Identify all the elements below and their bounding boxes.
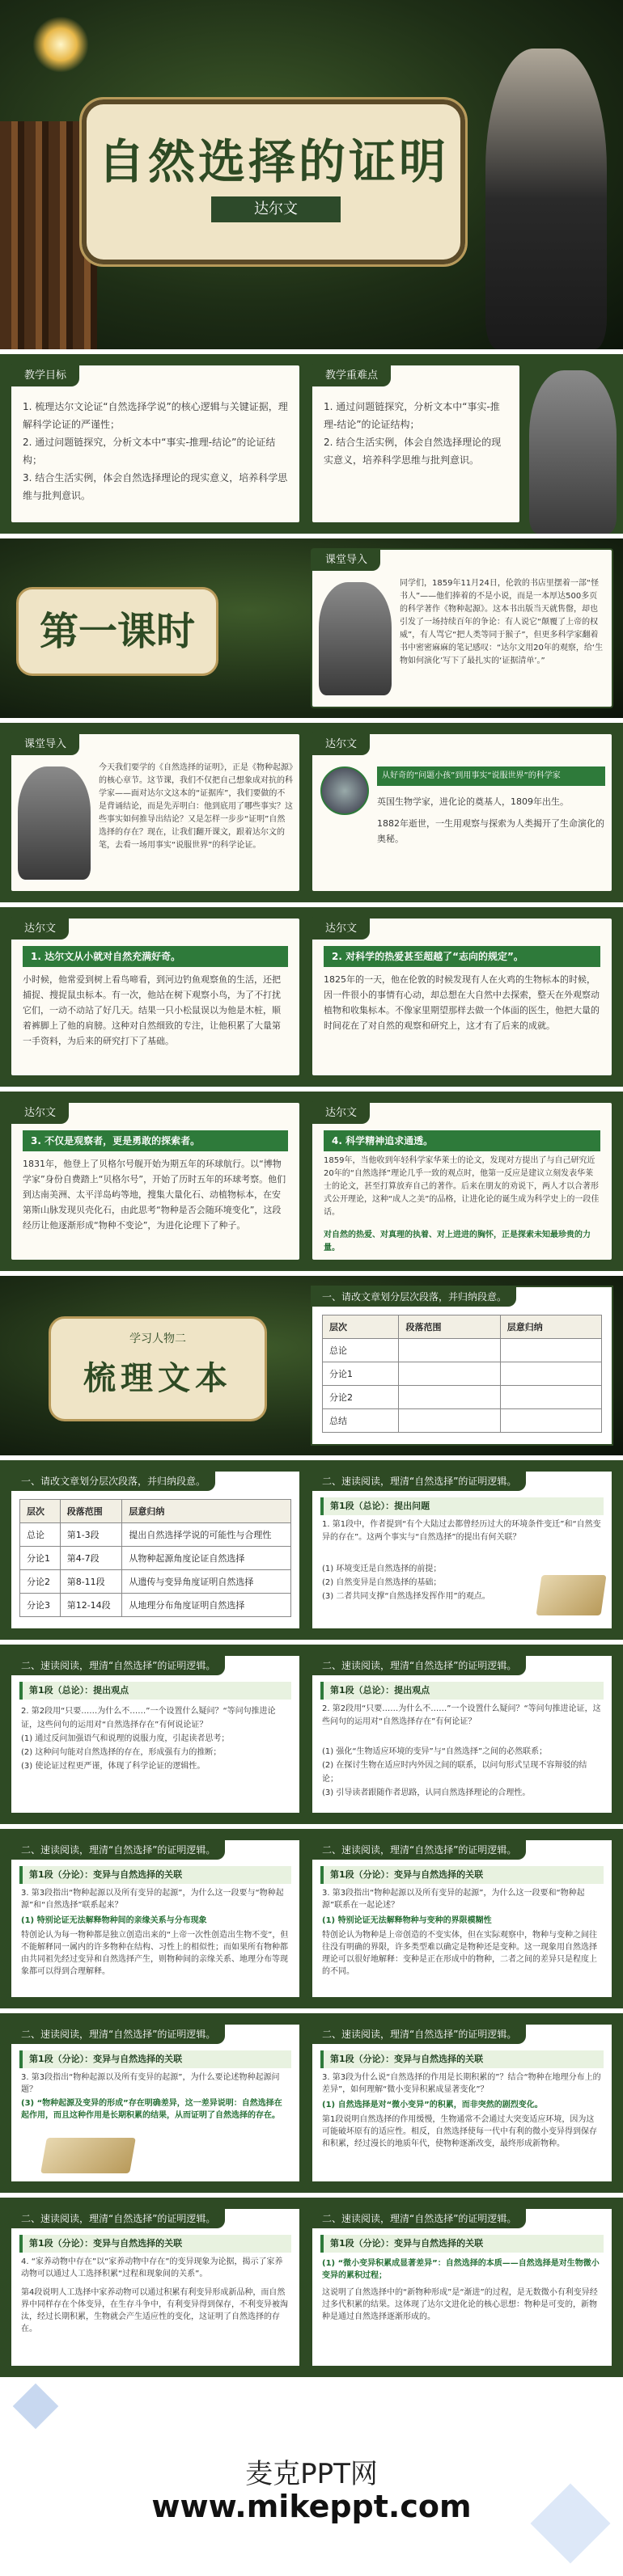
logic2-text: (2) 这种问句能对自然选择的存在，形成强有力的推断； xyxy=(21,1748,222,1757)
lesson-title: 第一课时 xyxy=(39,609,195,654)
story2-card xyxy=(311,917,613,1077)
darwin-story-slide-1 xyxy=(0,907,623,1087)
bio-heading: 达尔文 xyxy=(312,734,370,755)
story3-banner: 3. 不仅是观察者，更是勇敢的探索者。 xyxy=(23,1130,288,1151)
cover-subtitle: 达尔文 xyxy=(211,196,341,222)
logic-heading: 二、速读阅读，理清“自然选择”的证明逻辑。 xyxy=(312,1472,526,1491)
darwin-portrait xyxy=(485,49,607,349)
logic3-panel xyxy=(311,1654,613,1814)
logic-slide-5 xyxy=(0,2198,623,2377)
story1-card xyxy=(10,917,301,1077)
lesson-two-slide xyxy=(0,1276,623,1455)
book-icon xyxy=(40,2138,136,2173)
story4-banner: 4. 科学精神追求通透。 xyxy=(324,1130,600,1151)
logic4-question: 3. 第3段指出“物种起源以及所有变异的起源”，为什么这一段要与“物种起源”和“自然选择”联系起来？ xyxy=(21,1889,284,1910)
outline-table: 层次 段落范围 层意归纳 总论 第1-3段 提出自然选择学说的可能性与合理性 分论1 第4-7段 从物种起源角度论证自然选择 分论2 第8-11段 从遗传与变异角度证明自然选择 分论3 第12-14段 从地理分布角度证明自然选择 xyxy=(19,1499,291,1617)
cover-title: 自然选择的证明 xyxy=(97,134,449,189)
logic-answer: (1) 环境变迁是自然选择的前提； xyxy=(322,1565,442,1573)
keys-heading: 教学重难点 xyxy=(312,365,391,386)
logic-panel xyxy=(311,1470,613,1630)
logic-question-bar: 第1段（总论）：提出问题 xyxy=(320,1497,604,1515)
darwin-portrait xyxy=(529,370,617,534)
story2-banner: 2. 对科学的热爱甚至超越了“志向的规定”。 xyxy=(324,946,600,967)
story1-heading: 达尔文 xyxy=(11,918,69,940)
logic5-bold: (1) 特别论证无法解释物种与变种的界限模糊性 xyxy=(322,1916,492,1925)
logic4-question-bar: 第1段（分论）：变异与自然选择的关联 xyxy=(19,1866,291,1884)
logic9-answer: 这说明了自然选择中的“新物种形成”是“渐进”的过程，是无数微小有利变异经过多代积累的结果。这体现了达尔文进化论的核心思想：物种是可变的，新物种是通过自然选择逐渐形成的。 xyxy=(322,2288,598,2321)
logic7-answer: 第1段说明自然选择的作用缓慢，生物通常不会通过大突变适应环境，因为这可能破坏原有的适应性。相反，自然选择使每一代中有利的微小变异得到保存和积累，经过漫长的地质年代，使物种逐渐改变，最终形成新物种。 xyxy=(322,2115,597,2148)
outline-table-empty: 层次 段落范围 层意归纳 总论 分论1 分论2 总结 xyxy=(322,1315,602,1433)
intro-bio-slide xyxy=(0,723,623,902)
logic9-bold: (1) “微小变异积累成显著差异”：自然选择的本质——自然选择是对生物微小变异的累积过程； xyxy=(322,2259,600,2280)
logic3-heading: 二、速读阅读，理清“自然选择”的证明逻辑。 xyxy=(312,1656,526,1675)
intro-heading: 课堂导入 xyxy=(312,550,380,571)
story4-heading: 达尔文 xyxy=(312,1103,370,1124)
footer-url[interactable]: www.mikeppt.com xyxy=(151,2489,472,2524)
cover-slide xyxy=(0,0,623,349)
lesson-plaque xyxy=(49,1316,267,1421)
story1-banner: 1. 达尔文从小就对自然充满好奇。 xyxy=(23,946,288,967)
logic3-answer: (1) 强化“生物适应环境的变异”与“自然选择”之间的必然联系； xyxy=(322,1747,548,1756)
logic2-text: (3) 使论证过程更严谨，体现了科学论证的逻辑性。 xyxy=(21,1762,206,1771)
logic5-question: 3. 第3段指出“物种起源以及所有变异的起源”，为什么这一段要和“物种起源”联系在一起论述？ xyxy=(322,1889,585,1910)
lesson-title: 梳理文本 xyxy=(83,1359,232,1397)
lesson-plaque xyxy=(16,587,218,676)
story4-card xyxy=(311,1101,613,1261)
logic9-panel xyxy=(311,2207,613,2367)
decor-shape xyxy=(13,2384,59,2430)
table-row: 总结 xyxy=(323,1409,602,1433)
table-row: 总论 xyxy=(323,1339,602,1362)
intro2-heading: 课堂导入 xyxy=(11,734,79,755)
logic8-question-bar: 第1段（分论）：变异与自然选择的关联 xyxy=(19,2235,291,2253)
logic2-panel xyxy=(10,1654,301,1814)
logic9-question-bar: 第1段（分论）：变异与自然选择的关联 xyxy=(320,2235,604,2253)
logic9-heading: 二、速读阅读，理清“自然选择”的证明逻辑。 xyxy=(312,2209,526,2228)
key-item: 2. 结合生活实例，体会自然选择理论的现实意义，培养科学思维与批判意识。 xyxy=(324,437,502,466)
intro2-card xyxy=(10,733,301,893)
story3-text: 1831年，他登上了贝格尔号舰开始为期五年的环球航行。以“博物学家”身份自费踏上“贝格尔号”，开始了历时五年的环球考察。他们到达南美洲、太平洋岛屿等地，搜集大量化石、动植物标本，在安第斯山脉发现贝壳化石，由此思考“物种是否会随环境变化”，这段经历让他逐渐形成“物种不变论”，为进化论理下了种子。 xyxy=(23,1159,286,1231)
logic7-panel xyxy=(311,2023,613,2183)
story4-text: 1859年，当他收到年轻科学家华莱士的论文，发现对方提出了与自己研究近20年的“自然选择”理论几乎一致的观点时，他第一反应是建议立刻发表华莱士的论文，甚至打算放弃自己的著作。后来在朋友的劝说下，两人才以合著形式公开理论，这种“成人之美”的品格，让进化论的诞生成为科学史上的一段佳话。 xyxy=(324,1156,600,1217)
story3-heading: 达尔文 xyxy=(11,1103,69,1124)
logic7-bold: (1) 自然选择是对“微小变异”的积累，而非突然的剧烈变化。 xyxy=(322,2101,543,2109)
table-row: 分论1 第4-7段 从物种起源角度论证自然选择 xyxy=(20,1547,291,1570)
logic6-heading: 二、速读阅读，理清“自然选择”的证明逻辑。 xyxy=(11,2025,225,2044)
logic2-heading: 二、速读阅读，理清“自然选择”的证明逻辑。 xyxy=(11,1656,225,1675)
logic5-heading: 二、速读阅读，理清“自然选择”的证明逻辑。 xyxy=(312,1840,526,1860)
logic-answer: (2) 自然变异是自然选择的基础； xyxy=(322,1578,442,1587)
story3-card xyxy=(10,1101,301,1261)
keys-card xyxy=(311,364,521,524)
outline-answer-heading: 一、请改文章划分层次段落，并归纳段意。 xyxy=(11,1472,215,1491)
book-icon xyxy=(536,1575,606,1615)
logic-slide-3 xyxy=(0,1829,623,2008)
logic-question: 1. 第1段中，作者提到“有个大陆过去都曾经历过大的环境条件变迁”和“自然变异的存在”。这两个事实与“自然选择”的提出有何关联？ xyxy=(322,1520,601,1542)
darwin-portrait xyxy=(18,766,91,880)
darwin-avatar xyxy=(320,766,369,815)
intro2-text: 今天我们要学的《自然选择的证明》，正是《物种起源》的核心章节。这节课，我们不仅把自己想象成对抗的科学家——面对达尔文这本的“证据库”，我们要做的不是背诵结论，而是先弄明白：他到底用了哪些事实？这些事实如何推导出结论？又是怎样一步步“证明”自然选择的存在？现在，让我们翻开课文，跟着达尔文的笔，去看一场用事实“说服世界”的科学论证。 xyxy=(99,763,293,850)
logic6-question-bar: 第1段（分论）：变异与自然选择的关联 xyxy=(19,2050,291,2068)
lesson-label: 学习人物二 xyxy=(129,1332,186,1345)
story1-text: 小时候，他常爱到树上看鸟啼看，到河边钓鱼观察鱼的生活，还把捕捉、搜捉鼠虫标本。有一次，他站在树下观察小鸟，为了不打扰它们，一动不动站了好几天。结果一只小松鼠误以为他是木桩，顺着裤脚上了他的肩膀。这种对自然细致的专注，让他积累了大量第一手资料，为后来的研究打下了基础。 xyxy=(23,974,281,1046)
logic-answer: (3) 二者共同支撑“自然选择发挥作用”的观点。 xyxy=(322,1592,490,1601)
logic4-panel xyxy=(10,1839,301,1999)
outline-answer-panel xyxy=(10,1470,301,1630)
logic4-heading: 二、速读阅读，理清“自然选择”的证明逻辑。 xyxy=(11,1840,225,1860)
outline-answer-slide xyxy=(0,1460,623,1640)
logic2-text: 2. 第2段用“只要……为什么不……”一个设置什么疑问？“等问句推进论证，这些问句的运用对“自然选择存在”有何说论证？ xyxy=(21,1707,276,1729)
table-row: 分论3 第12-14段 从地理分布角度证明自然选择 xyxy=(20,1594,291,1617)
logic8-panel xyxy=(10,2207,301,2367)
footer xyxy=(0,2382,623,2576)
lamp-glow xyxy=(32,16,89,73)
logic5-question-bar: 第1段（分论）：变异与自然选择的关联 xyxy=(320,1866,604,1884)
darwin-portrait xyxy=(319,582,392,695)
bio-line: 英国生物学家，进化论的奠基人，1809年出生。 xyxy=(377,796,569,807)
logic7-question-bar: 第1段（分论）：变异与自然选择的关联 xyxy=(320,2050,604,2068)
logic5-panel xyxy=(311,1839,613,1999)
logic3-answer: (3) 引导读者跟随作者思路，认同自然选择理论的合理性。 xyxy=(322,1788,531,1797)
logic3-answer: (2) 在探讨生物在适应时内外因之间的联系，以问句形式呈现不容辩驳的结论； xyxy=(322,1761,587,1784)
logic-slide-2 xyxy=(0,1645,623,1824)
goals-heading: 教学目标 xyxy=(11,365,79,386)
table-row: 分论1 xyxy=(323,1362,602,1386)
bio-line: 1882年逝世，一生用观察与探索为人类揭开了生命演化的奥秘。 xyxy=(377,818,604,844)
key-item: 1. 通过问题链探究，分析文本中“事实-推理-结论”的论证结构； xyxy=(324,401,500,430)
table-row: 分论2 xyxy=(323,1386,602,1409)
objectives-slide xyxy=(0,354,623,534)
title-plaque xyxy=(79,97,468,267)
story2-text: 1825年的一天，他在伦敦的时候发现有人在火鸡的生物标本的时候，因一件很小的事情有心动，却总想在大自然中去探索，整天在外观察动植物和收集标本。不像家里期望那样去做一个体面的医生，他把大量的时间花在了对自然的观察和研究上，这才有了后来的成就。 xyxy=(324,974,600,1031)
logic7-question: 3. 第3段为什么说“自然选择的作用是长期积累的”？结合“物种在地理分布上的差异”，如何理解“微小变异积累成显著变化”？ xyxy=(322,2073,601,2094)
table-row: 分论2 第8-11段 从遗传与变异角度证明自然选择 xyxy=(20,1570,291,1594)
logic4-bold: (1) 特别论证无法解释物种间的亲缘关系与分布现象 xyxy=(21,1916,207,1925)
logic4-answer: 特创论认为每一物种都是独立创造出来的“上帝一次性创造出生物不变”，但不能解释同一属内的许多物种在结构、习性上的相似性；而如果所有物种都由共同祖先经过变异和自然选择产生，则物种间的亲缘关系、地理分布等现象都可以得到合理解释。 xyxy=(21,1931,289,1976)
outline-panel xyxy=(311,1286,613,1446)
logic2-text: (1) 通过反问加强语气和说理的说服力度，引起读者思考； xyxy=(21,1734,230,1743)
darwin-story-slide-2 xyxy=(0,1092,623,1271)
story4-highlight: 对自然的热爱、对真理的执着、对上进进的胸怀，正是探索未知最珍贵的力量。 xyxy=(324,1231,591,1252)
lesson-one-slide xyxy=(0,538,623,718)
logic6-bold: (3) “物种起源及变异的形成”存在明确差异，这一差异说明：自然选择在起作用，而且这种作用是长期积累的结果，从而证明了自然选择的存在。 xyxy=(21,2099,282,2120)
logic7-heading: 二、速读阅读，理清“自然选择”的证明逻辑。 xyxy=(312,2025,526,2044)
goal-item: 3. 结合生活实例，体会自然选择理论的现实意义，培养科学思维与批判意识。 xyxy=(23,472,288,501)
table-row: 总论 第1-3段 提出自然选择学说的可能性与合理性 xyxy=(20,1523,291,1547)
logic8-answer: 第4段说明人工选择中家养动物可以通过积累有利变异形成新品种，而自然界中同样存在个体变异，在生存斗争中，有利变异得到保存，不利变异被淘汰，经过长期积累，生物就会产生适应性的变化，这证明了自然选择的存在。 xyxy=(21,2288,288,2333)
outline-heading: 一、请改文章划分层次段落，并归纳段意。 xyxy=(312,1287,516,1307)
logic2-question-bar: 第1段（总论）：提出观点 xyxy=(19,1682,291,1700)
story2-heading: 达尔文 xyxy=(312,918,370,940)
bio-quote-bar: 从好奇的“问题小孩”到用事实“说服世界”的科学家 xyxy=(377,766,605,786)
goal-item: 2. 通过问题链探究，分析文本中“事实-推理-结论”的论证结构； xyxy=(23,437,276,466)
logic6-panel xyxy=(10,2023,301,2183)
logic3-question-bar: 第1段（总论）：提出观点 xyxy=(320,1682,604,1700)
logic3-question: 2. 第2段用“只要……为什么不……”一个设置什么疑问？“等问句推进论证，这些问句的运用对“自然选择存在”有何论证？ xyxy=(322,1704,601,1726)
logic8-question: 4. “家养动物中存在”以“家养动物中存在”的变异现象为论据，揭示了家养动物可以通过人工选择积累“过程和现象间的关系”。 xyxy=(21,2257,283,2278)
logic6-question: 3. 第3段指出“物种起源以及所有变异的起源”，为什么要论述物种起源问题？ xyxy=(21,2073,280,2094)
intro-text: 同学们，1859年11月24日，伦敦的书店里摆着一部“怪书人”——他们捧着的不是小说，而是一本厚达500多页的科学著作《物种起源》。这本书出版当天就售罄，却也引发了一场持续百年的争论：有人说它“颠覆了上帝的权威”，有人骂它“把人类等同于猴子”，但更多科学家翻着书中密密麻麻的笔记感叹：“达尔文用20年的观察，给‘生物如何演化’写下了最扎实的‘证据清单’。” xyxy=(400,579,604,665)
goal-item: 1. 梳理达尔文论证“自然选择学说”的核心逻辑与关键证据，理解科学论证的严谨性； xyxy=(23,401,288,430)
intro-card xyxy=(311,548,613,708)
bio-card xyxy=(311,733,613,893)
logic-slide-4 xyxy=(0,2013,623,2193)
goals-card xyxy=(10,364,301,524)
logic8-heading: 二、速读阅读，理清“自然选择”的证明逻辑。 xyxy=(11,2209,225,2228)
footer-brand: 麦克PPT网 xyxy=(245,2458,378,2490)
logic5-answer: 特创论认为物种是上帝创造的不变实体，但在实际观察中，物种与变种之间往往没有明确的界限，许多类型难以确定是物种还是变种。这一现象用自然选择理论可以很好地解释：变种是正在形成中的物种，二者之间的差异只是程度上的不同。 xyxy=(322,1931,597,1976)
